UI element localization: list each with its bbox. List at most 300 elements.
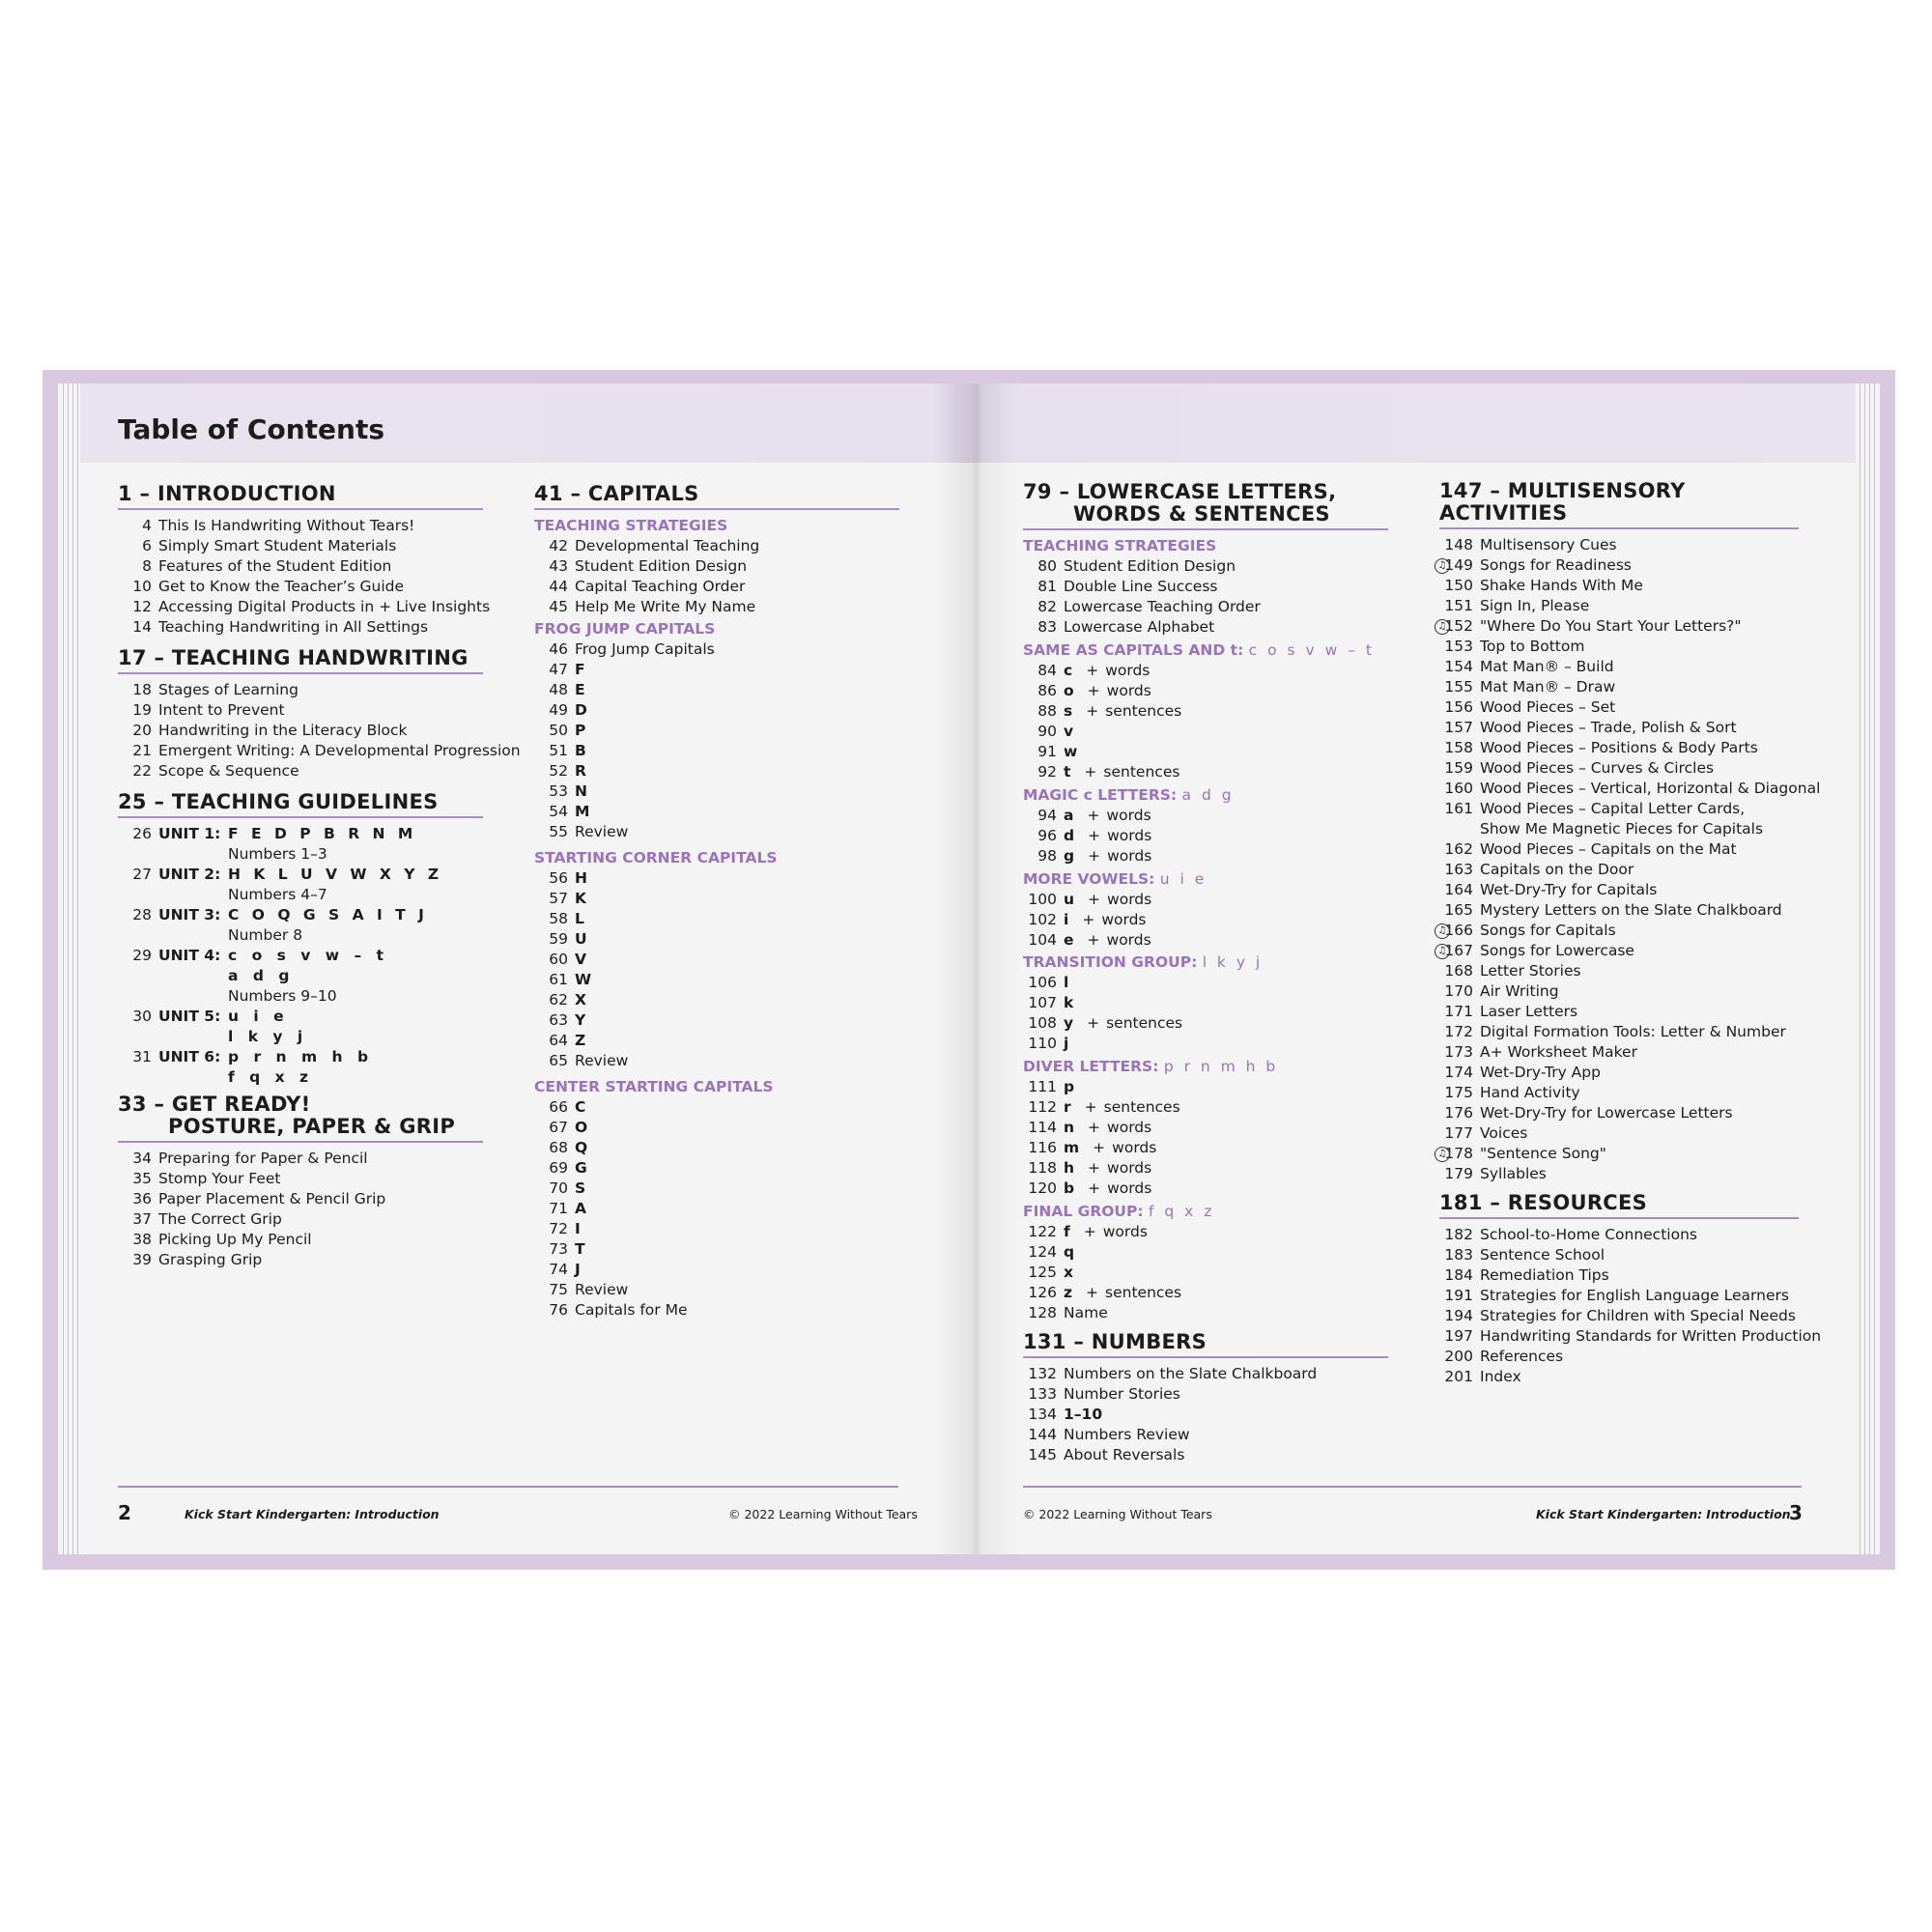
toc-entry[interactable]	[1023, 1013, 1388, 1034]
entry-title: Emergent Writing: A Developmental Progression	[158, 742, 521, 759]
toc-entry[interactable]	[1023, 1364, 1388, 1384]
toc-entry[interactable]	[534, 1260, 899, 1280]
page-number	[1439, 921, 1473, 941]
toc-entry[interactable]	[1439, 1063, 1799, 1083]
toc-entry[interactable]	[1439, 1103, 1799, 1123]
toc-entry[interactable]	[1439, 1265, 1799, 1286]
plus-sign: +	[1088, 847, 1101, 865]
entry-title: Wood Pieces – Vertical, Horizontal & Diagonal	[1480, 780, 1821, 797]
toc-entry[interactable]	[118, 1189, 483, 1209]
section-heading-teaching-handwriting[interactable]: 17 – TEACHING HANDWRITING	[118, 647, 483, 674]
toc-entry[interactable]	[534, 577, 899, 597]
toc-entry[interactable]	[118, 1250, 483, 1270]
toc-entry[interactable]	[1439, 758, 1799, 779]
unit-content	[228, 905, 483, 946]
toc-entry[interactable]	[1439, 1326, 1822, 1347]
toc-entry[interactable]	[1023, 1118, 1388, 1138]
entry-title: Mat Man® – Build	[1480, 658, 1614, 675]
toc-entry[interactable]	[1023, 1138, 1388, 1158]
toc-entry[interactable]	[1439, 677, 1799, 697]
entry-letter: j	[1064, 1035, 1069, 1052]
entry-letter: Y	[575, 1011, 586, 1029]
toc-entry[interactable]	[1439, 1367, 1799, 1387]
toc-entry[interactable]	[1439, 616, 1799, 637]
subheading-same-as-capitals: SAME AS CAPITALS AND t: c o s v w – t	[1023, 641, 1375, 659]
toc-entry[interactable]	[1023, 556, 1388, 577]
entry-suffix: words	[1106, 682, 1151, 699]
toc-entry[interactable]	[534, 1031, 899, 1051]
toc-entry[interactable]	[1439, 779, 1821, 799]
toc-entry[interactable]	[1439, 596, 1799, 616]
toc-entry[interactable]	[118, 1230, 483, 1250]
toc-entry[interactable]	[118, 680, 483, 700]
toc-entry[interactable]	[534, 1097, 899, 1118]
toc-entry[interactable]	[534, 1199, 899, 1219]
entry-title: M	[575, 803, 590, 820]
entry-suffix: words	[1107, 1179, 1152, 1197]
footer-copyright-right: © 2022 Learning Without Tears	[1023, 1507, 1212, 1521]
page-number: 116	[1028, 1139, 1057, 1156]
page-number	[1439, 616, 1473, 637]
toc-entry[interactable]	[534, 761, 899, 781]
entry-title: Stages of Learning	[158, 681, 298, 698]
toc-entry[interactable]	[534, 536, 899, 556]
entry-letter: L	[575, 910, 584, 927]
page-number: 114	[1028, 1119, 1057, 1136]
entry-title	[1064, 681, 1388, 701]
entry-title: This Is Handwriting Without Tears!	[158, 517, 415, 534]
unit-entry[interactable]	[118, 1047, 483, 1088]
toc-entry[interactable]	[534, 660, 899, 680]
unit-numbers: Numbers 4–7	[228, 886, 327, 903]
unit-entry[interactable]	[118, 946, 483, 1007]
section-heading-resources[interactable]: 181 – RESOURCES	[1439, 1192, 1799, 1219]
entry-title: Remediation Tips	[1480, 1266, 1609, 1284]
entry-letter: v	[1064, 723, 1074, 740]
entry-title: Wood Pieces – Capitals on the Mat	[1480, 840, 1737, 858]
page-number: 19	[132, 701, 152, 719]
toc-entry[interactable]	[1439, 1123, 1799, 1144]
entry-letter: s	[1064, 702, 1073, 720]
toc-entry[interactable]	[1439, 839, 1799, 860]
page-number	[1439, 1022, 1473, 1042]
page-number: 42	[549, 537, 568, 554]
entry-title: Stomp Your Feet	[158, 1170, 281, 1187]
entry-title: School-to-Home Connections	[1480, 1226, 1697, 1243]
toc-entry[interactable]	[1023, 1097, 1388, 1118]
entry-title	[1064, 1283, 1388, 1303]
entry-title: R	[575, 762, 586, 780]
toc-entry[interactable]	[534, 1300, 899, 1321]
page-number: 75	[549, 1281, 568, 1298]
entry-letter: u	[1064, 891, 1075, 908]
toc-entry[interactable]	[534, 1219, 899, 1239]
toc-entry[interactable]	[1023, 890, 1388, 910]
toc-entry[interactable]	[1439, 1347, 1799, 1367]
toc-entry[interactable]	[1439, 738, 1799, 758]
entry-title	[1064, 722, 1388, 742]
page-number: 54	[549, 803, 568, 820]
entry-title: Strategies for Children with Special Needs	[1480, 1307, 1796, 1324]
toc-entry[interactable]	[1023, 681, 1388, 701]
page-number	[1439, 576, 1473, 596]
toc-entry[interactable]	[534, 868, 899, 889]
toc-entry[interactable]	[1023, 826, 1388, 846]
toc-entry[interactable]	[534, 741, 899, 761]
unit-numbers: Numbers 1–3	[228, 845, 327, 863]
toc-entry[interactable]	[534, 889, 899, 909]
section-heading-teaching-guidelines[interactable]: 25 – TEACHING GUIDELINES	[118, 791, 483, 818]
toc-entry[interactable]	[1439, 880, 1799, 900]
entry-title: A+ Worksheet Maker	[1480, 1043, 1637, 1061]
page-number-text: 155	[1444, 678, 1473, 696]
toc-entry[interactable]	[1439, 1164, 1799, 1184]
toc-entry[interactable]	[1023, 1384, 1388, 1405]
plus-sign: +	[1088, 891, 1101, 908]
toc-entry[interactable]	[534, 1239, 899, 1260]
entry-letter: V	[575, 951, 586, 968]
subheading-magic-c: MAGIC c LETTERS: a d g	[1023, 786, 1235, 804]
unit-numbers: Numbers 9–10	[228, 987, 337, 1005]
entry-title: Accessing Digital Products in + Live Insights	[158, 598, 491, 615]
page-number: 84	[1037, 662, 1057, 679]
toc-entry[interactable]	[1439, 941, 1799, 961]
page-number: 80	[1037, 557, 1057, 575]
entry-title: Songs for Readiness	[1480, 556, 1632, 574]
entry-title: Intent to Prevent	[158, 701, 285, 719]
toc-entry[interactable]	[1023, 1158, 1388, 1179]
page-number: 118	[1028, 1159, 1057, 1177]
page-number-text: 174	[1444, 1064, 1473, 1081]
entry-title	[1064, 806, 1388, 826]
page-number: 94	[1037, 807, 1057, 824]
page-number: 122	[1028, 1223, 1057, 1240]
toc-entry[interactable]	[118, 761, 483, 781]
entry-title: B	[575, 742, 586, 759]
page-number-text: 160	[1444, 780, 1473, 797]
entry-title: Sentence School	[1480, 1246, 1605, 1264]
page-number: 201	[1444, 1368, 1473, 1385]
entry-letter: o	[1064, 682, 1074, 699]
toc-entry[interactable]	[1023, 1179, 1388, 1199]
toc-entry[interactable]	[1023, 597, 1388, 617]
entry-suffix: words	[1107, 827, 1152, 844]
toc-entry[interactable]	[118, 536, 483, 556]
entry-suffix: sentences	[1103, 763, 1180, 781]
page-number	[1439, 941, 1473, 961]
entry-title: Wood Pieces – Trade, Polish & Sort	[1480, 719, 1737, 736]
toc-entry[interactable]	[1023, 1425, 1388, 1445]
section-heading-numbers[interactable]: 131 – NUMBERS	[1023, 1331, 1388, 1358]
entry-title: Handwriting Standards for Written Production	[1480, 1327, 1822, 1345]
page-number: 134	[1028, 1406, 1057, 1423]
page-number: 106	[1028, 974, 1057, 991]
toc-entry[interactable]	[1023, 930, 1388, 951]
toc-entry[interactable]	[534, 990, 899, 1010]
toc-entry[interactable]	[534, 781, 899, 802]
toc-entry[interactable]	[118, 1149, 483, 1169]
toc-entry[interactable]	[1023, 1077, 1388, 1097]
page-number: 68	[549, 1139, 568, 1156]
page-number: 14	[132, 618, 152, 636]
page-number-text: 168	[1444, 962, 1473, 980]
page-number: 59	[549, 930, 568, 948]
entry-letter: r	[1064, 1098, 1071, 1116]
toc-entry[interactable]	[118, 741, 521, 761]
toc-entry[interactable]	[118, 577, 483, 597]
page-number: 4	[142, 517, 152, 534]
entry-letter: K	[575, 890, 587, 907]
entry-title: Wood Pieces – Curves & Circles	[1480, 759, 1715, 777]
unit-lowercase: c o s v w – t	[228, 947, 389, 964]
unit-entry[interactable]	[118, 824, 483, 865]
unit-entry[interactable]	[118, 905, 483, 946]
entry-letter: a	[1064, 807, 1074, 824]
toc-entry[interactable]	[1439, 1042, 1799, 1063]
toc-entry[interactable]	[1023, 846, 1388, 867]
toc-entry[interactable]	[1439, 697, 1799, 718]
page-number-left: 2	[118, 1501, 131, 1524]
page-number: 62	[549, 991, 568, 1009]
page-number-text: 159	[1444, 759, 1473, 777]
page-number: 45	[549, 598, 568, 615]
entry-letter: Q	[575, 1139, 588, 1156]
entry-title	[1064, 1158, 1388, 1179]
subheading-diver-letters: DIVER LETTERS: p r n m h b	[1023, 1058, 1279, 1075]
toc-entry[interactable]	[1439, 921, 1799, 941]
page-number-text: 167	[1444, 942, 1473, 959]
toc-entry[interactable]	[1439, 1225, 1799, 1245]
toc-entry[interactable]	[118, 1169, 483, 1189]
toc-entry[interactable]	[118, 597, 491, 617]
toc-entry[interactable]	[1023, 577, 1388, 597]
unit-label: UNIT 1:	[158, 825, 221, 842]
toc-entry[interactable]	[1439, 1245, 1799, 1265]
toc-entry[interactable]	[1023, 742, 1388, 762]
page-number: 191	[1444, 1287, 1473, 1304]
music-note-icon: ♫	[1435, 944, 1450, 959]
toc-entry[interactable]	[1023, 1283, 1388, 1303]
footer-book-title-right: Kick Start Kindergarten: Introduction	[1536, 1507, 1791, 1521]
entry-title: Frog Jump Capitals	[575, 640, 715, 658]
toc-entry[interactable]: 128 Name	[1028, 1304, 1108, 1321]
toc-entry[interactable]	[118, 617, 483, 638]
toc-entry[interactable]	[118, 556, 483, 577]
page-number: 73	[549, 1240, 568, 1258]
page-number: 86	[1037, 682, 1057, 699]
unit-numbers: Number 8	[228, 926, 303, 944]
section-heading-multisensory[interactable]: 147 – MULTISENSORY ACTIVITIES	[1439, 480, 1799, 529]
unit-content	[228, 1007, 483, 1047]
toc-entry[interactable]	[1439, 1306, 1799, 1326]
section-heading-introduction[interactable]: 1 – INTRODUCTION	[118, 483, 483, 510]
page-number: 28	[132, 906, 152, 923]
toc-entry[interactable]	[1023, 1405, 1388, 1425]
entry-letter: n	[1064, 1119, 1075, 1136]
page-number-text: 162	[1444, 840, 1473, 858]
page-number: 46	[549, 640, 568, 658]
page-number: 66	[549, 1098, 568, 1116]
toc-entry[interactable]	[1439, 1083, 1799, 1103]
entry-title: "Sentence Song"	[1480, 1145, 1606, 1162]
toc-entry[interactable]	[1023, 993, 1388, 1013]
toc-entry[interactable]	[1439, 981, 1799, 1002]
toc-entry[interactable]	[534, 721, 899, 741]
unit-content	[228, 824, 483, 865]
toc-entry[interactable]	[1439, 1286, 1799, 1306]
plus-sign: +	[1087, 1014, 1100, 1032]
toc-entry[interactable]	[1439, 1002, 1799, 1022]
toc-entry[interactable]	[534, 556, 899, 577]
toc-entry[interactable]	[1439, 799, 1799, 819]
page-number: 92	[1037, 763, 1057, 781]
toc-entry[interactable]	[1023, 1222, 1388, 1242]
unit-entry[interactable]	[118, 1007, 483, 1047]
toc-entry[interactable]	[534, 1179, 899, 1199]
toc-entry[interactable]	[534, 1118, 899, 1138]
toc-entry[interactable]	[534, 1158, 899, 1179]
entry-title	[1064, 1118, 1388, 1138]
entry-title	[1064, 826, 1388, 846]
footer-copyright-left: © 2022 Learning Without Tears	[728, 1507, 918, 1521]
toc-entry[interactable]	[1023, 617, 1388, 638]
music-note-icon: ♫	[1435, 923, 1450, 939]
page-number: 111	[1028, 1078, 1057, 1095]
subheading-center-starting: CENTER STARTING CAPITALS	[534, 1078, 774, 1095]
unit-label: UNIT 5:	[158, 1008, 221, 1025]
toc-entry[interactable]	[1439, 961, 1799, 981]
entry-title: Paper Placement & Pencil Grip	[158, 1190, 386, 1208]
subheading-final-group: FINAL GROUP: f q x z	[1023, 1203, 1215, 1220]
entry-title	[1064, 973, 1388, 993]
toc-entry[interactable]	[534, 1138, 899, 1158]
entry-title	[1064, 661, 1388, 681]
section-heading-get-ready[interactable]: 33 – GET READY! POSTURE, PAPER & GRIP	[118, 1094, 483, 1143]
unit-label: UNIT 6:	[158, 1048, 221, 1065]
toc-entry[interactable]	[1439, 718, 1799, 738]
subheading-transition-group: TRANSITION GROUP: l k y j	[1023, 953, 1264, 971]
page-number-text: 156	[1444, 698, 1473, 716]
toc-entry[interactable]	[534, 597, 899, 617]
toc-entry[interactable]	[534, 639, 899, 660]
toc-entry[interactable]	[1023, 1445, 1388, 1465]
page-number: 133	[1028, 1385, 1057, 1403]
section-heading-lowercase[interactable]: 79 – LOWERCASE LETTERS, WORDS & SENTENCES	[1023, 481, 1388, 530]
page-number	[1439, 738, 1473, 758]
unit-lowercase: a d g	[228, 967, 295, 984]
toc-entry[interactable]	[1023, 1263, 1388, 1283]
toc-entry[interactable]	[1439, 819, 1799, 839]
plus-sign: +	[1086, 702, 1099, 720]
toc-entry[interactable]	[1023, 661, 1388, 681]
entry-title: Songs for Capitals	[1480, 922, 1616, 939]
entry-title: Wet-Dry-Try for Capitals	[1480, 881, 1658, 898]
toc-entry[interactable]	[534, 802, 899, 822]
toc-entry[interactable]	[534, 680, 899, 700]
page-number	[1439, 819, 1473, 839]
toc-entry[interactable]	[534, 929, 899, 950]
toc-entry[interactable]	[1023, 701, 1388, 722]
entry-title: Syllables	[1480, 1165, 1547, 1182]
toc-entry[interactable]	[1439, 637, 1799, 657]
page-number: 102	[1028, 911, 1057, 928]
page-number-text: 175	[1444, 1084, 1473, 1101]
entry-suffix: words	[1107, 1159, 1152, 1177]
toc-entry[interactable]	[1023, 973, 1388, 993]
toc-entry[interactable]	[534, 1051, 899, 1071]
page-number: 91	[1037, 743, 1057, 760]
page-number: 10	[132, 578, 152, 595]
toc-entry[interactable]	[534, 950, 899, 970]
plus-sign: +	[1088, 827, 1101, 844]
page-number	[1439, 1164, 1473, 1184]
toc-entry[interactable]	[118, 721, 483, 741]
page-number	[1439, 596, 1473, 616]
toc-entry[interactable]	[1439, 535, 1799, 555]
section-heading-capitals[interactable]: 41 – CAPITALS	[534, 483, 899, 510]
entry-title: Index	[1480, 1368, 1521, 1385]
toc-entry[interactable]	[534, 970, 899, 990]
toc-entry[interactable]	[1023, 910, 1388, 930]
toc-entry[interactable]	[1023, 1034, 1388, 1054]
toc-entry[interactable]	[1023, 722, 1388, 742]
toc-entry[interactable]	[118, 1209, 483, 1230]
unit-lowercase: f q x z	[228, 1068, 314, 1086]
entry-title: Strategies for English Language Learners	[1480, 1287, 1789, 1304]
toc-entry[interactable]	[1439, 1144, 1799, 1164]
toc-entry[interactable]	[1439, 900, 1799, 921]
music-note-icon: ♫	[1435, 1147, 1450, 1162]
entry-title: Lowercase Teaching Order	[1064, 598, 1261, 615]
toc-entry[interactable]	[118, 700, 483, 721]
entry-title: Capitals for Me	[575, 1301, 688, 1319]
toc-entry[interactable]	[1439, 657, 1799, 677]
page-number: 96	[1037, 827, 1057, 844]
toc-entry[interactable]	[1023, 806, 1388, 826]
toc-entry[interactable]	[534, 1280, 899, 1300]
toc-entry[interactable]	[1439, 576, 1799, 596]
entry-letter: H	[575, 869, 587, 887]
toc-entry[interactable]	[118, 516, 483, 536]
unit-entry[interactable]	[118, 865, 483, 905]
footer-book-title-left: Kick Start Kindergarten: Introduction	[185, 1507, 440, 1521]
toc-entry[interactable]	[534, 822, 899, 842]
toc-entry[interactable]	[1439, 1022, 1799, 1042]
page-number: 88	[1037, 702, 1057, 720]
unit-capitals: H K L U V W X Y Z	[228, 866, 443, 883]
toc-entry[interactable]	[1023, 762, 1388, 782]
page-number-text: 150	[1444, 577, 1473, 594]
unit-capitals: F E D P B R N M	[228, 825, 417, 842]
page-number: 55	[549, 823, 568, 840]
page-number	[1439, 697, 1473, 718]
page-number: 65	[549, 1052, 568, 1069]
toc-entry[interactable]	[534, 909, 899, 929]
entry-letter: A	[575, 1200, 586, 1217]
entry-title: Review	[575, 1281, 629, 1298]
entry-letter: b	[1064, 1179, 1075, 1197]
toc-entry[interactable]	[1439, 860, 1799, 880]
page-number	[1439, 961, 1473, 981]
page-number: 120	[1028, 1179, 1057, 1197]
toc-entry[interactable]	[534, 700, 899, 721]
page-number: 104	[1028, 931, 1057, 949]
page-number: 71	[549, 1200, 568, 1217]
toc-entry[interactable]	[1439, 555, 1799, 576]
toc-entry[interactable]	[1023, 1242, 1388, 1263]
toc-entry[interactable]	[534, 1010, 899, 1031]
page-number-text: 154	[1444, 658, 1473, 675]
